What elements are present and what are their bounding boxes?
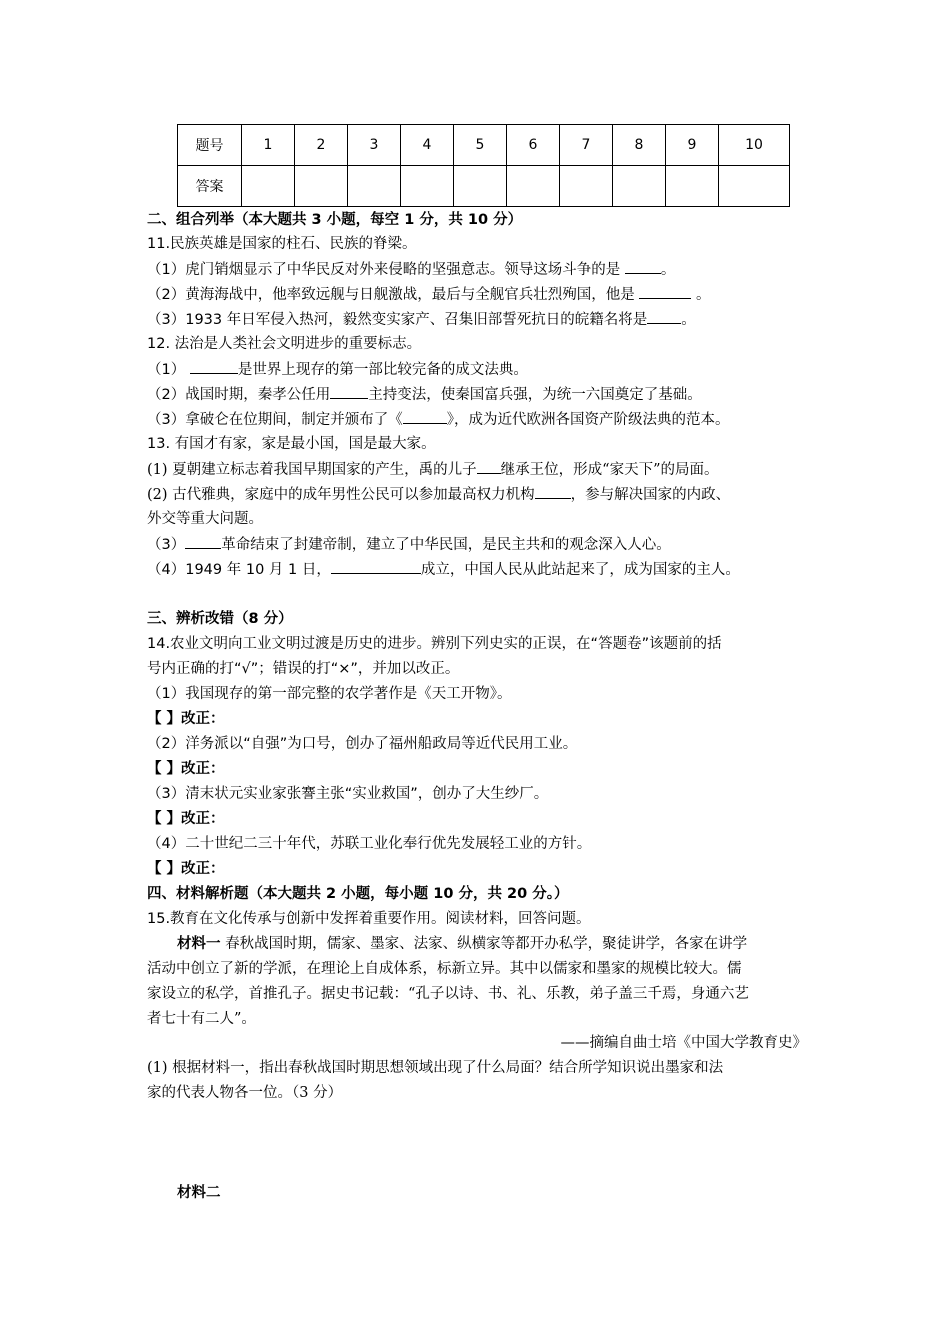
answer-cell[interactable] [348,166,401,207]
answer-blank[interactable] [625,259,661,274]
question-text: （2）黄海海战中，他率致远舰与日舰激战，最后与全舰官兵壮烈殉国，他是 。 [147,284,710,305]
statement: （3）清末状元实业家张謇主张“实业救国”，创办了大生纱厂。 [147,786,549,802]
table-cell: 题号 [178,125,242,166]
answer-blank[interactable] [190,359,238,374]
material-text: 活动中创立了新的学派，在理论上自成体系，标新立异。其中以儒家和墨家的规模比较大。儒 [147,961,742,977]
statement: （2）洋务派以“自强”为口号，创办了福州船政局等近代民用工业。 [147,736,578,752]
question-text: （3）拿破仑在位期间，制定并颁布了《 》，成为近代欧洲各国资产阶级法典的范本。 [147,409,729,430]
question-text: 号内正确的打“√”；错误的打“×”，并加以改正。 [147,661,460,677]
answer-blank[interactable] [647,309,681,324]
table-cell: 6 [507,125,560,166]
section-heading: 二、组合列举（本大题共 3 小题，每空 1 分，共 10 分） [147,212,523,228]
section-heading: 四、材料解析题（本大题共 2 小题，每小题 10 分，共 20 分。） [147,886,569,902]
question-text: (2) 古代雅典，家庭中的成年男性公民可以参加最高权力机构 ，参与解决国家的内政、 [147,484,730,505]
question-text: 家的代表人物各一位。（3 分） [147,1085,343,1101]
answer-cell[interactable] [242,166,295,207]
statement: （4）二十世纪二三十年代，苏联工业化奉行优先发展轻工业的方针。 [147,836,592,852]
table-cell: 1 [242,125,295,166]
table-cell: 9 [666,125,719,166]
question-text: (1) 夏朝建立标志着我国早期国家的产生，禹的儿子 继承王位，形成“家天下”的局面。 [147,459,718,480]
answer-cell[interactable] [719,166,790,207]
answer-cell[interactable] [613,166,666,207]
table-cell: 答案 [178,166,242,207]
question-text: 11.民族英雄是国家的柱石、民族的脊梁。 [147,236,417,252]
material-text: 家设立的私学，首推孔子。据史书记载：“孔子以诗、书、礼、乐教，弟子盖三千焉，身通六艺 [147,986,749,1002]
source-citation: ——摘编自曲士培《中国大学教育史》 [560,1035,807,1051]
correction-line[interactable]: 【 】改正： [147,711,225,727]
answer-cell[interactable] [295,166,348,207]
correction-line[interactable]: 【 】改正： [147,861,225,877]
question-text: 15.教育在文化传承与创新中发挥着重要作用。阅读材料，回答问题。 [147,911,591,927]
table-cell: 10 [719,125,790,166]
correction-line[interactable]: 【 】改正： [147,811,225,827]
question-text: （3） 革命结束了封建帝制，建立了中华民国，是民主共和的观念深入人心。 [147,534,671,555]
table-cell: 3 [348,125,401,166]
statement: （1）我国现存的第一部完整的农学著作是《天工开物》。 [147,686,512,702]
material-label: 材料一 [177,936,221,952]
table-cell: 4 [401,125,454,166]
table-cell: 2 [295,125,348,166]
answer-cell[interactable] [560,166,613,207]
correction-line[interactable]: 【 】改正： [147,761,225,777]
question-text: （1） 是世界上现存的第一部比较完备的成文法典。 [147,359,528,380]
answer-blank[interactable] [639,284,691,299]
answer-blank[interactable] [535,484,571,499]
question-text: 12. 法治是人类社会文明进步的重要标志。 [147,336,422,352]
section-heading: 三、辨析改错（8 分） [147,611,293,627]
material-text: 材料一 春秋战国时期，儒家、墨家、法家、纵横家等都开办私学，聚徒讲学，各家在讲学 [177,936,748,952]
answer-cell[interactable] [401,166,454,207]
answer-blank[interactable] [185,534,221,549]
answer-cell[interactable] [507,166,560,207]
question-text: （1）虎门销烟显示了中华民反对外来侵略的坚强意志。领导这场斗争的是 。 [147,259,675,280]
table-cell: 8 [613,125,666,166]
answer-table [177,124,790,207]
material-label: 材料二 [177,1185,221,1201]
answer-cell[interactable] [666,166,719,207]
answer-cell[interactable] [454,166,507,207]
table-cell: 5 [454,125,507,166]
question-text: (1) 根据材料一，指出春秋战国时期思想领域出现了什么局面？结合所学知识说出墨家和法 [147,1060,724,1076]
question-text: （4）1949 年 10 月 1 日， 成立，中国人民从此站起来了，成为国家的主人。 [147,559,740,580]
answer-blank[interactable] [330,384,368,399]
question-text: 14.农业文明向工业文明过渡是历史的进步。辨别下列史实的正误，在“答题卷”该题前的括 [147,636,722,652]
question-text: （2）战国时期，秦孝公任用 主持变法，使秦国富兵强，为统一六国奠定了基础。 [147,384,702,405]
answer-blank[interactable] [331,559,421,574]
material-text: 者七十有二人”。 [147,1011,256,1027]
table-row [178,166,790,207]
question-text: 13. 有国才有家，家是最小国，国是最大家。 [147,436,436,452]
answer-blank[interactable] [477,459,501,474]
question-text: （3）1933 年日军侵入热河，毅然变实家产、召集旧部誓死抗日的皖籍名将是 。 [147,309,696,330]
answer-blank[interactable] [403,409,447,424]
table-row [178,125,790,166]
question-text: 外交等重大问题。 [147,511,263,527]
table-cell: 7 [560,125,613,166]
